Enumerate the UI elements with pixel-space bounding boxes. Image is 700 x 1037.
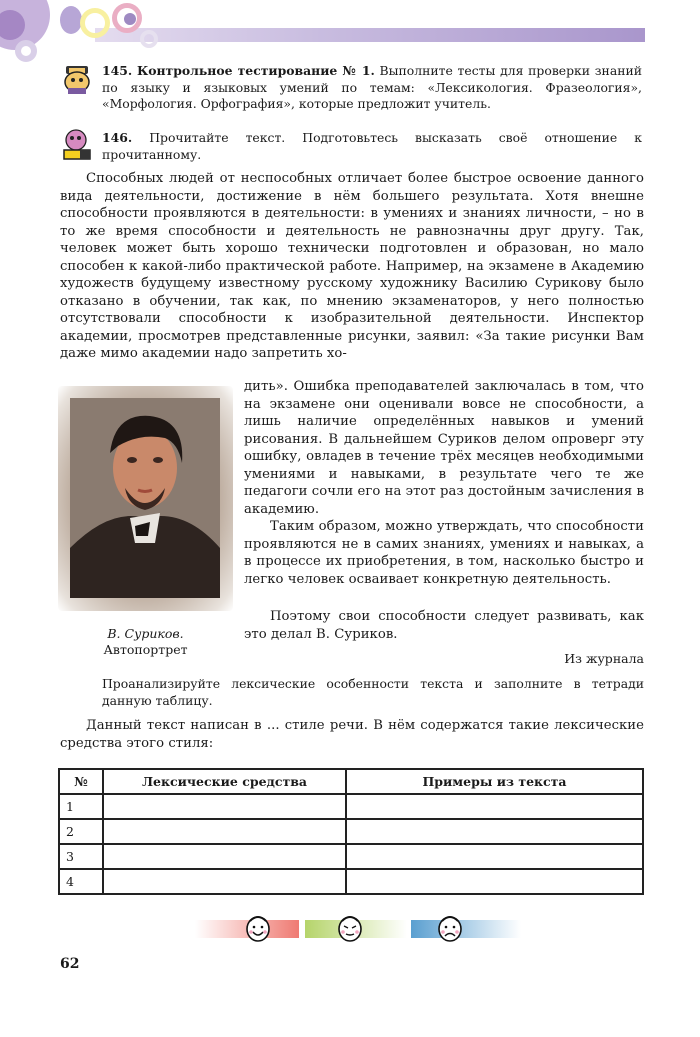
task-146-text: Подготовьтесь высказать своё отношение к прочитанному. bbox=[102, 130, 642, 162]
table-row bbox=[59, 819, 643, 844]
book-reading-icon bbox=[60, 128, 94, 162]
table-header-examples: Примеры из текста bbox=[346, 769, 643, 794]
task-145 bbox=[102, 63, 642, 113]
decor-circle-dot bbox=[124, 13, 136, 25]
decor-circle-ring bbox=[140, 30, 158, 48]
prompt-text: Данный текст написан в ... стиле речи. В нём содержатся такие лексические средства этого стиля: bbox=[60, 718, 644, 751]
task-146 bbox=[102, 130, 642, 163]
portrait-caption-name: В. Суриков. bbox=[107, 626, 184, 641]
table-header-lexical-means: Лексические средства bbox=[103, 769, 346, 794]
table-row bbox=[59, 794, 643, 819]
table-row bbox=[59, 844, 643, 869]
table-header-number: № bbox=[59, 769, 103, 794]
header-bar bbox=[95, 28, 645, 42]
task-146-title: Прочитайте текст. bbox=[149, 130, 286, 145]
article-paragraph-1-continued: дить». Ошибка преподавателей заключалась в том, что на экзамене они оценивали вовсе не способности, а лишь наличие определённых навыков и умений рисования. В дальнейшем Суриков делом опроверг эту ошибку, овладев в течение трёх месяцев необходимыми умениями и навыками, в результате чего те же педагоги сочли его на этот раз достойным зачисления в академию. bbox=[244, 379, 644, 517]
portrait-illustration bbox=[70, 398, 220, 598]
footer-band-blue bbox=[411, 920, 521, 938]
neutral-face-icon bbox=[337, 913, 363, 943]
decor-circle-small bbox=[15, 40, 37, 62]
table-cell-examples[interactable] bbox=[346, 869, 643, 894]
table-cell-number: 3 bbox=[59, 844, 103, 869]
table-cell-number: 4 bbox=[59, 869, 103, 894]
article-paragraph-3: Поэтому свои способности следует развивать, как это делал В. Суриков. bbox=[244, 609, 644, 642]
page-number: 62 bbox=[60, 956, 80, 972]
table-cell-examples[interactable] bbox=[346, 794, 643, 819]
table-cell-lexical-means[interactable] bbox=[103, 819, 346, 844]
table-cell-lexical-means[interactable] bbox=[103, 869, 346, 894]
task-146-number: 146. bbox=[102, 130, 133, 145]
table-cell-lexical-means[interactable] bbox=[103, 794, 346, 819]
table-row bbox=[59, 869, 643, 894]
table-cell-lexical-means[interactable] bbox=[103, 844, 346, 869]
task-145-title: Контрольное тестирование № 1. bbox=[136, 63, 375, 78]
surikov-portrait-image bbox=[70, 398, 220, 598]
decor-circle-purple bbox=[60, 6, 82, 34]
sad-face-icon bbox=[437, 913, 463, 943]
article-paragraph-2: Таким образом, можно утверждать, что способности проявляются не в самих знаниях, умениях и навыках, а в процессе их приобретения, в том, насколько быстро и легко человек осваивает конкретную деятельность. bbox=[244, 519, 644, 587]
instruction-text: Проанализируйте лексические особенности текста и заполните в тетради данную таблицу. bbox=[102, 676, 644, 708]
lexical-means-table bbox=[58, 768, 644, 895]
task-145-text: Выполните тесты для проверки знаний по языку и языковых умений по темам: «Лексикология. Фразеология», «Морфология. Орфография», которые предложит учитель. bbox=[102, 63, 642, 111]
table-cell-examples[interactable] bbox=[346, 844, 643, 869]
test-icon bbox=[60, 62, 94, 96]
table-cell-examples[interactable] bbox=[346, 819, 643, 844]
article-paragraph-1: Способных людей от неспособных отличает более быстрое освоение данного вида деятельности, достижение в нём большего результата. Хотя внешне способности проявляются в деятельности: в умениях и знаниях личности, – но в то же время способности и деятельность не равнозначны друг другу. Так, человек может быть хорошо технически подготовлен и образован, но мало способен к какой-либо практической работе. Например, на экзамене в Академию художеств будущему известному русскому художнику Василию Сурикову было отказано в обучении, так как, по мнению экзаменаторов, у него полностью отсутствовали способности к изобразительной деятельности. Инспектор академии, просмотрев представленные рисунки, заявил: «За такие рисунки Вам даже мимо академии надо запретить хо- bbox=[60, 171, 644, 361]
portrait-caption-title: Автопортрет bbox=[103, 642, 188, 657]
table-cell-number: 1 bbox=[59, 794, 103, 819]
happy-face-icon bbox=[245, 913, 271, 943]
header-decoration bbox=[0, 0, 700, 60]
table-cell-number: 2 bbox=[59, 819, 103, 844]
article-source: Из журнала bbox=[564, 651, 644, 666]
decor-circle-yellow bbox=[80, 8, 110, 38]
table-header-row bbox=[59, 769, 643, 794]
task-145-number: 145. bbox=[102, 63, 133, 78]
